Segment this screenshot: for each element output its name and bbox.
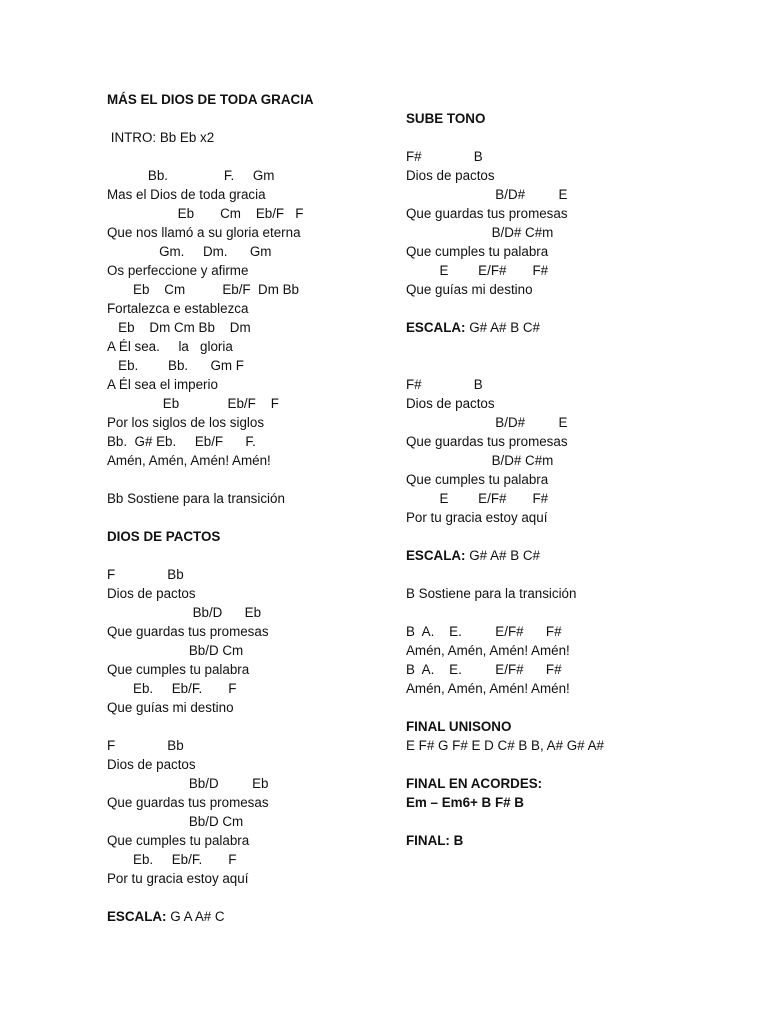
song-line: Bb/D Cm xyxy=(107,643,244,658)
song-line: Eb Dm Cm Bb Dm xyxy=(107,320,251,335)
scale-label: ESCALA: xyxy=(107,909,167,924)
song-line: Por tu gracia estoy aquí xyxy=(406,510,548,525)
song-line: Por tu gracia estoy aquí xyxy=(107,871,249,886)
blank-line xyxy=(406,527,706,546)
song-line: Bb Sostiene para la transición xyxy=(107,491,285,506)
blank-line xyxy=(107,470,407,489)
song-line: Bb/D Eb xyxy=(107,605,262,620)
song-line: E E/F# F# xyxy=(406,491,549,506)
song-line: B Sostiene para la transición xyxy=(406,586,577,601)
blank-line xyxy=(406,565,706,584)
left-column xyxy=(107,90,407,926)
song-line: Que nos llamó a su gloria eterna xyxy=(107,225,301,240)
song-line xyxy=(406,318,706,337)
scale-notes: G# A# B C# xyxy=(469,320,540,335)
song-line: Que guías mi destino xyxy=(406,282,533,297)
song-line: F# B xyxy=(406,377,483,392)
song-line: Que cumples tu palabra xyxy=(107,833,250,848)
blank-line xyxy=(406,698,706,717)
song-line: F Bb xyxy=(107,567,184,582)
song-line: A Él sea. la gloria xyxy=(107,339,233,354)
song-line: Dios de pactos xyxy=(406,396,495,411)
song-line: Bb. G# Eb. Eb/F F. xyxy=(107,434,256,449)
song-line: Fortalezca e establezca xyxy=(107,301,249,316)
blank-line xyxy=(406,812,706,831)
song-line: F Bb xyxy=(107,738,184,753)
blank-line xyxy=(107,147,407,166)
section-heading: DIOS DE PACTOS xyxy=(107,529,221,544)
song-line: Eb. Bb. Gm F xyxy=(107,358,244,373)
song-line: Amén, Amén, Amén! Amén! xyxy=(406,681,570,696)
blank-line xyxy=(107,888,407,907)
song-line: Gm. Dm. Gm xyxy=(107,244,272,259)
song-line: Dios de pactos xyxy=(107,757,196,772)
song-line: Que cumples tu palabra xyxy=(406,244,549,259)
song-line: Por los siglos de los siglos xyxy=(107,415,265,430)
section-heading: SUBE TONO xyxy=(406,111,486,126)
section-heading: MÁS EL DIOS DE TODA GRACIA xyxy=(107,92,314,107)
song-line: Amén, Amén, Amén! Amén! xyxy=(406,643,570,658)
song-line: Eb Cm Eb/F F xyxy=(107,206,304,221)
scale-notes: G A A# C xyxy=(170,909,225,924)
song-line: Que guardas tus promesas xyxy=(107,624,269,639)
song-line: B/D# E xyxy=(406,415,568,430)
scale-label: ESCALA: xyxy=(406,548,466,563)
blank-line xyxy=(406,603,706,622)
song-line: Que guardas tus promesas xyxy=(107,795,269,810)
right-column xyxy=(406,109,706,850)
song-line: Dios de pactos xyxy=(107,586,196,601)
song-line: Que cumples tu palabra xyxy=(107,662,250,677)
song-line: Amén, Amén, Amén! Amén! xyxy=(107,453,271,468)
song-line: Bb. F. Gm xyxy=(107,168,275,183)
section-heading: FINAL UNISONO xyxy=(406,719,512,734)
song-line: Mas el Dios de toda gracia xyxy=(107,187,266,202)
blank-line xyxy=(107,546,407,565)
blank-line xyxy=(107,717,407,736)
song-line: Que cumples tu palabra xyxy=(406,472,549,487)
song-line: Que guías mi destino xyxy=(107,700,234,715)
scale-label: ESCALA: xyxy=(406,320,466,335)
song-line: Dios de pactos xyxy=(406,168,495,183)
blank-line xyxy=(406,755,706,774)
song-line: Eb. Eb/F. F xyxy=(107,852,237,867)
song-line: Eb. Eb/F. F xyxy=(107,681,237,696)
section-heading: FINAL EN ACORDES: xyxy=(406,776,543,791)
song-line: B A. E. E/F# F# xyxy=(406,624,562,639)
song-line: A Él sea el imperio xyxy=(107,377,218,392)
song-line: Que guardas tus promesas xyxy=(406,434,568,449)
song-line: Os perfeccione y afirme xyxy=(107,263,249,278)
section-heading: FINAL: B xyxy=(406,833,464,848)
song-line: Eb Eb/F F xyxy=(107,396,279,411)
blank-line xyxy=(406,299,706,318)
song-line: E F# G F# E D C# B B, A# G# A# xyxy=(406,738,604,753)
song-line: Bb/D Eb xyxy=(107,776,269,791)
song-line: B/D# C#m xyxy=(406,225,554,240)
scale-notes: G# A# B C# xyxy=(469,548,540,563)
blank-line xyxy=(107,508,407,527)
song-line: Que guardas tus promesas xyxy=(406,206,568,221)
blank-line xyxy=(406,356,706,375)
blank-line xyxy=(406,337,706,356)
song-line: INTRO: Bb Eb x2 xyxy=(107,130,215,145)
song-line: E E/F# F# xyxy=(406,263,549,278)
song-line xyxy=(107,907,407,926)
song-line: B A. E. E/F# F# xyxy=(406,662,562,677)
section-heading: Em – Em6+ B F# B xyxy=(406,795,524,810)
song-line: B/D# C#m xyxy=(406,453,554,468)
blank-line xyxy=(406,128,706,147)
song-line: B/D# E xyxy=(406,187,568,202)
song-line: F# B xyxy=(406,149,483,164)
song-line xyxy=(406,546,706,565)
blank-line xyxy=(107,109,407,128)
song-line: Eb Cm Eb/F Dm Bb xyxy=(107,282,299,297)
song-line: Bb/D Cm xyxy=(107,814,244,829)
